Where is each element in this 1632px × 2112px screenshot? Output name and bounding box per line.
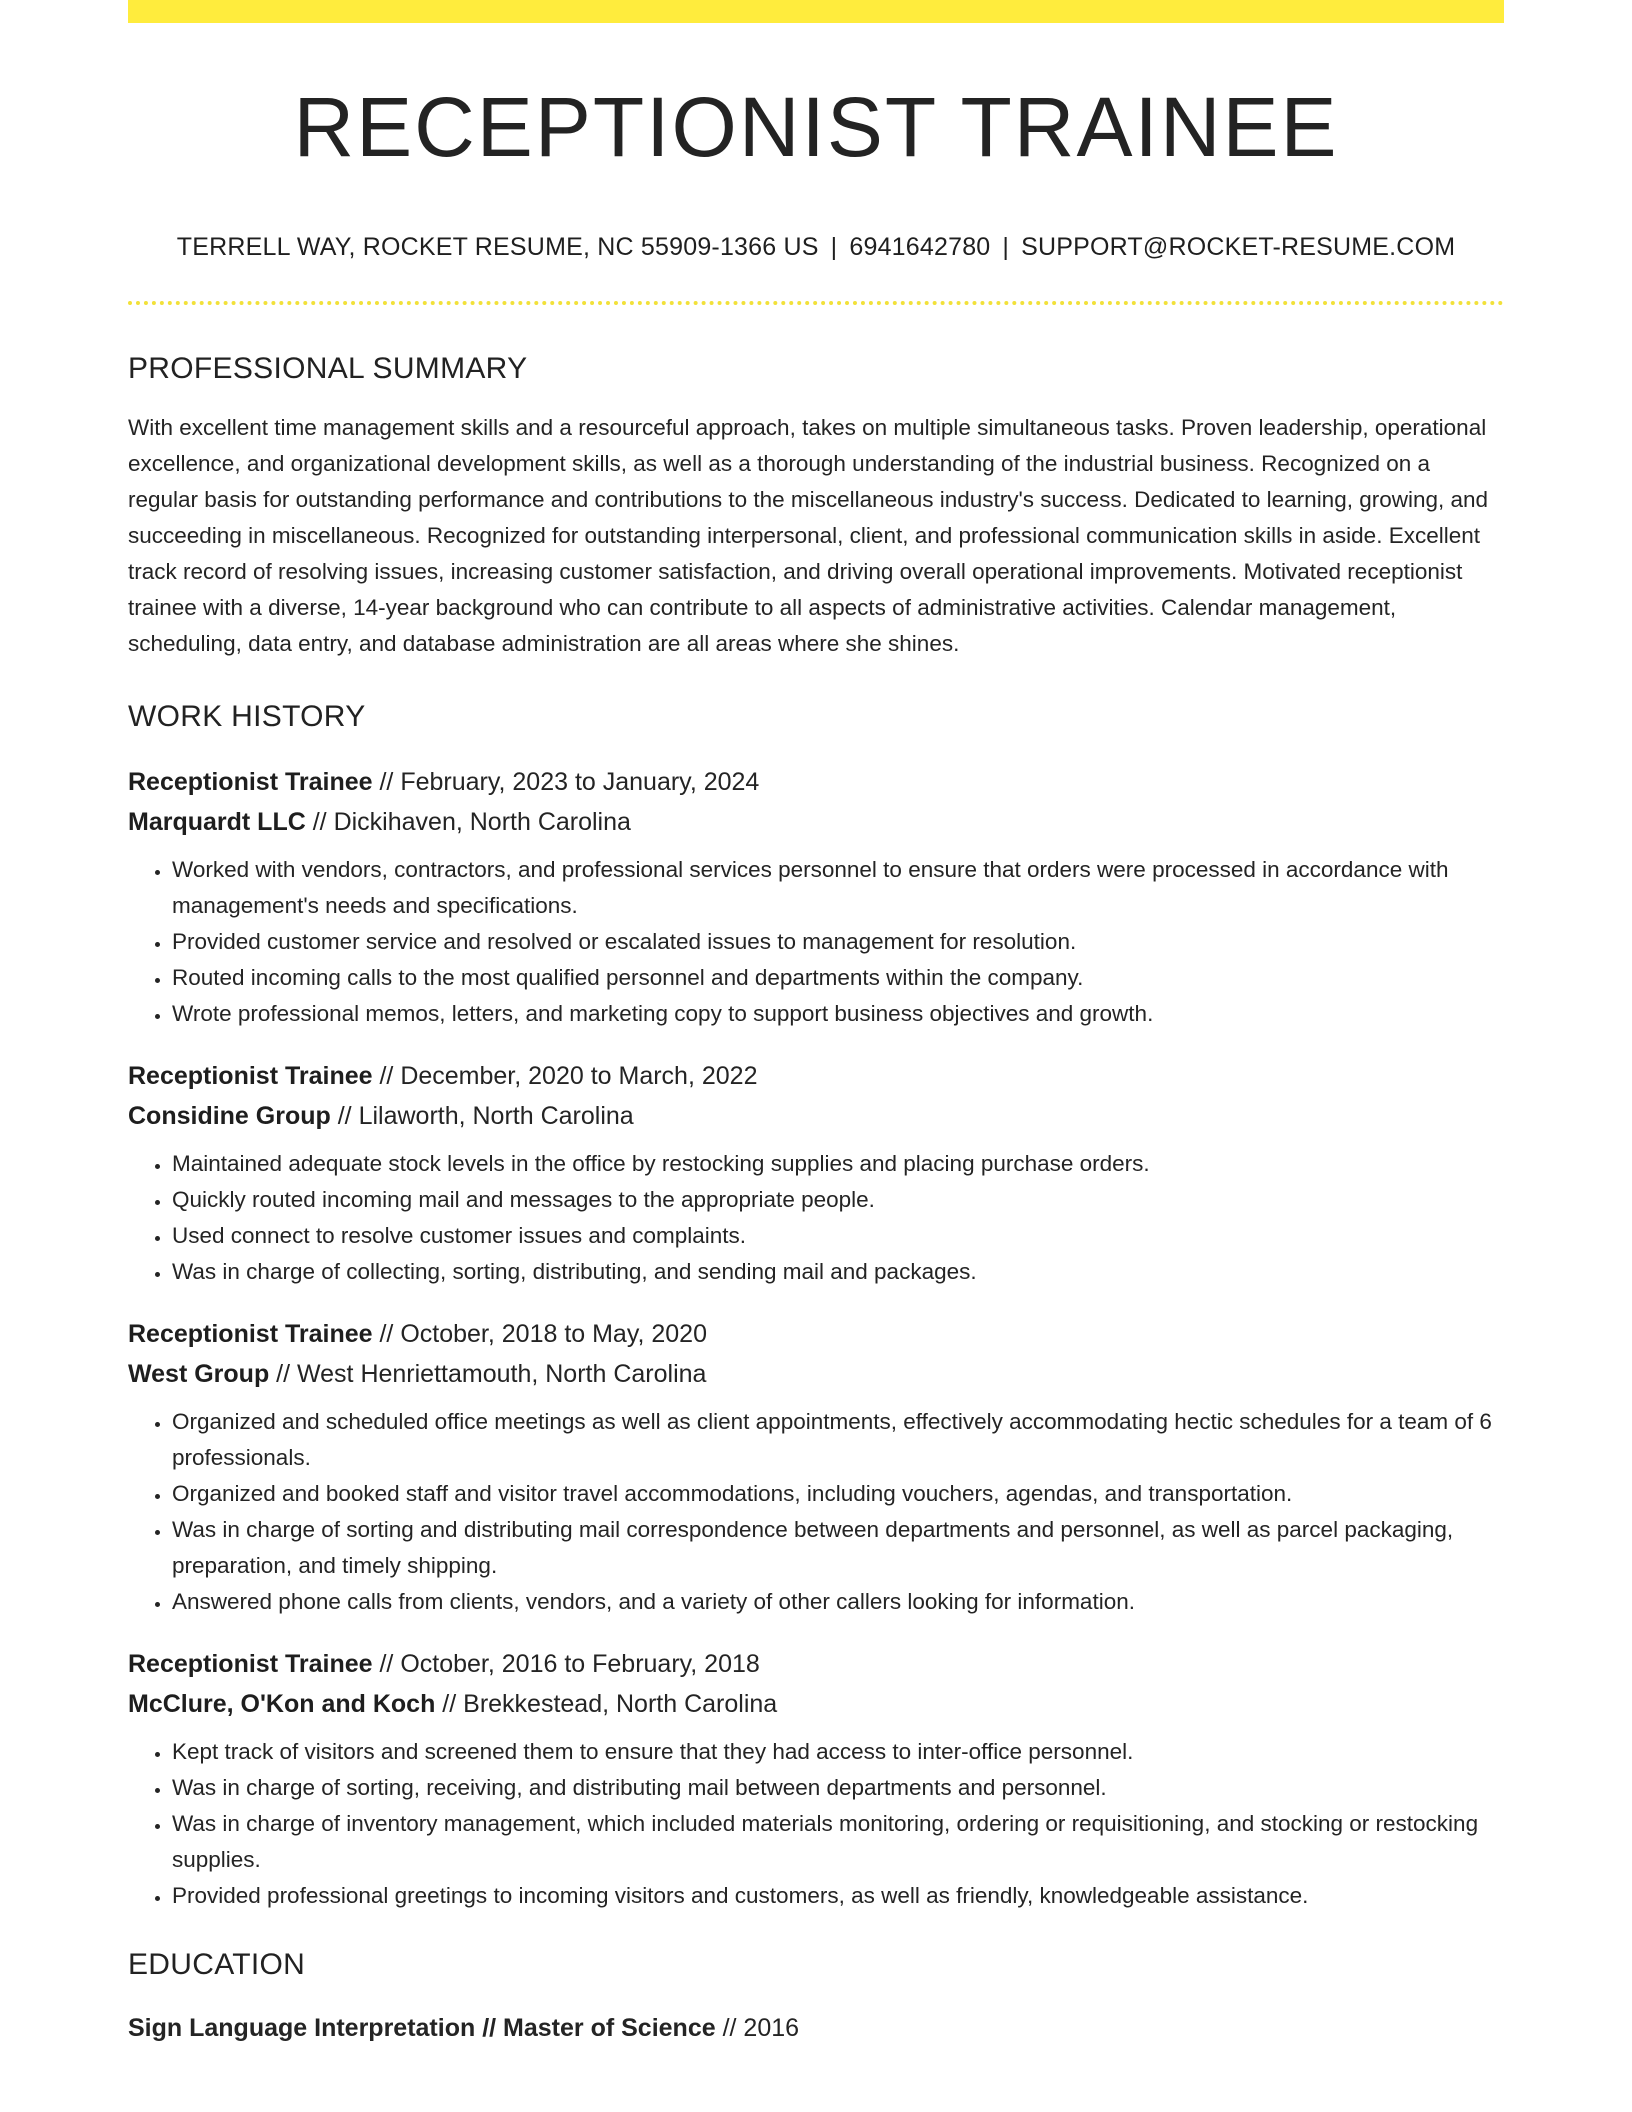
education-entry	[128, 2008, 1504, 2048]
job-bullets	[128, 1734, 1504, 1914]
job-bullet: • Was in charge of collecting, sorting, distributing, and sending mail and packages.	[172, 1254, 1504, 1290]
education-heading: EDUCATION	[128, 1948, 306, 1981]
job-bullet: • Routed incoming calls to the most qualified personnel and departments within the company.	[172, 960, 1504, 996]
job-bullet: • Wrote professional memos, letters, and marketing copy to support business objectives and growth.	[172, 996, 1504, 1032]
job-bullet: • Organized and booked staff and visitor travel accommodations, including vouchers, agendas, and transportation.	[172, 1476, 1504, 1512]
job-title-line	[128, 1644, 1504, 1684]
job-role: Receptionist Trainee	[128, 768, 373, 796]
job-title-line	[128, 1314, 1504, 1354]
work-history-heading: WORK HISTORY	[128, 700, 366, 733]
job-title-line	[128, 762, 1504, 802]
job-bullet: • Quickly routed incoming mail and messages to the appropriate people.	[172, 1182, 1504, 1218]
job-company: McClure, O'Kon and Koch	[128, 1690, 436, 1718]
job-bullet: • Provided professional greetings to incoming visitors and customers, as well as friendly, knowledgeable assistance.	[172, 1878, 1504, 1914]
job-entry	[128, 762, 1504, 1032]
job-bullet: • Kept track of visitors and screened them to ensure that they had access to inter-office personnel.	[172, 1734, 1504, 1770]
contact-line	[128, 235, 1504, 260]
summary-text: With excellent time management skills and a resourceful approach, takes on multiple simultaneous tasks. Proven leadership, operational excellence, and organizational development skills, as well as a thorough understanding of the industrial business. Recognized on a regular basis for outstanding performance and contributions to the miscellaneous industry's success. Dedicated to learning, growing, and succeeding in miscellaneous. Recognized for outstanding interpersonal, client, and professional communication skills in aside. Excellent track record of resolving issues, increasing customer satisfaction, and driving overall operational improvements. Motivated receptionist trainee with a diverse, 14-year background who can contribute to all aspects of administrative activities. Calendar management, scheduling, data entry, and database administration are all areas where she shines.	[128, 415, 1489, 656]
summary-heading: PROFESSIONAL SUMMARY	[128, 352, 528, 385]
job-dates: // October, 2016 to February, 2018	[372, 1650, 760, 1678]
contact-address: TERRELL WAY, ROCKET RESUME, NC 55909-1366 US	[176, 233, 819, 261]
job-company: West Group	[128, 1360, 270, 1388]
job-location: // Dickihaven, North Carolina	[305, 808, 631, 836]
job-bullet: • Used connect to resolve customer issues and complaints.	[172, 1218, 1504, 1254]
job-company-line	[128, 1684, 1504, 1724]
job-bullet: • Worked with vendors, contractors, and professional services personnel to ensure that orders were processed in accordance with management's needs and specifications.	[172, 852, 1504, 924]
job-bullet: • Was in charge of inventory management, which included materials monitoring, ordering or requisitioning, and stocking or restocking supplies.	[172, 1806, 1504, 1878]
job-role: Receptionist Trainee	[128, 1062, 373, 1090]
job-company: Marquardt LLC	[128, 808, 306, 836]
job-bullets	[128, 1146, 1504, 1290]
job-company-line	[128, 1354, 1504, 1394]
job-dates: // December, 2020 to March, 2022	[372, 1062, 758, 1090]
job-role: Receptionist Trainee	[128, 1320, 373, 1348]
job-bullet: • Provided customer service and resolved or escalated issues to management for resolution.	[172, 924, 1504, 960]
job-company-line	[128, 1096, 1504, 1136]
contact-phone: 6941642780	[849, 233, 991, 261]
education-separator: //	[475, 2014, 504, 2042]
header-divider	[128, 301, 1504, 305]
contact-separator: |	[830, 233, 838, 261]
job-company-line	[128, 802, 1504, 842]
job-bullet: • Maintained adequate stock levels in the office by restocking supplies and placing purchase orders.	[172, 1146, 1504, 1182]
job-company: Considine Group	[128, 1102, 331, 1130]
job-entry	[128, 1314, 1504, 1620]
contact-separator: |	[1002, 233, 1010, 261]
contact-email: SUPPORT@ROCKET-RESUME.COM	[1021, 233, 1456, 261]
education-degree: Master of Science	[503, 2014, 716, 2042]
job-role: Receptionist Trainee	[128, 1650, 373, 1678]
job-bullets	[128, 852, 1504, 1032]
job-location: // West Henriettamouth, North Carolina	[269, 1360, 707, 1388]
job-location: // Brekkestead, North Carolina	[435, 1690, 778, 1718]
job-dates: // October, 2018 to May, 2020	[372, 1320, 707, 1348]
job-location: // Lilaworth, North Carolina	[330, 1102, 634, 1130]
resume-page	[128, 0, 1504, 2048]
accent-bar	[128, 0, 1504, 23]
job-dates: // February, 2023 to January, 2024	[372, 768, 760, 796]
job-bullet: • Was in charge of sorting, receiving, and distributing mail between departments and personnel.	[172, 1770, 1504, 1806]
job-entry	[128, 1644, 1504, 1914]
education-field: Sign Language Interpretation	[128, 2014, 476, 2042]
job-entry	[128, 1056, 1504, 1290]
resume-name: RECEPTIONIST TRAINEE	[293, 80, 1339, 174]
education-year: // 2016	[715, 2014, 800, 2042]
job-bullets	[128, 1404, 1504, 1620]
job-bullet: • Organized and scheduled office meetings as well as client appointments, effectively accommodating hectic schedules for a team of 6 professionals.	[172, 1404, 1504, 1476]
job-bullet: • Answered phone calls from clients, vendors, and a variety of other callers looking for information.	[172, 1584, 1504, 1620]
job-bullet: • Was in charge of sorting and distributing mail correspondence between departments and personnel, as well as parcel packaging, preparation, and timely shipping.	[172, 1512, 1504, 1584]
job-title-line	[128, 1056, 1504, 1096]
